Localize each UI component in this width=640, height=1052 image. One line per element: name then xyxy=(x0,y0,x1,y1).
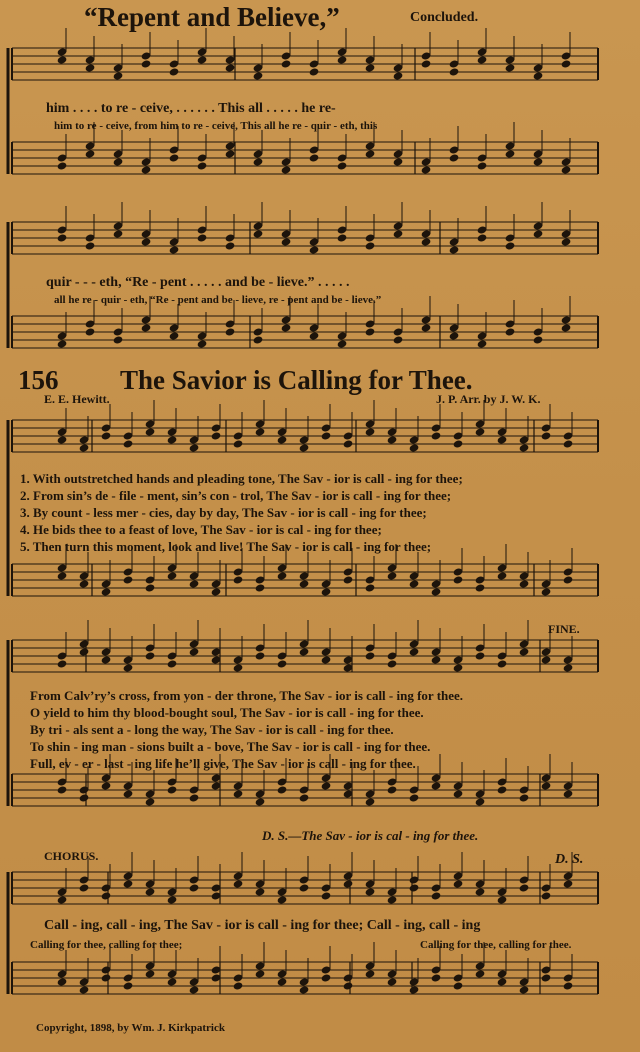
ds-line: D. S.—The Sav - ior is cal - ing for thee. xyxy=(262,828,479,843)
author: E. E. Hewitt. xyxy=(44,392,110,406)
hymn-title: The Savior is Calling for Thee. xyxy=(120,365,473,395)
verse-line: O yield to him thy blood-bought soul, The Sav - ior is call - ing for thee. xyxy=(30,705,424,720)
verse-line: From Calv’ry’s cross, from yon - der throne, The Sav - ior is call - ing for thee. xyxy=(30,688,464,703)
concluded-label: Concluded. xyxy=(410,10,479,25)
lyric-line: him . . . . to re - ceive, . . . . . . This all . . . . . he re- xyxy=(46,101,336,116)
composer: J. P. Arr. by J. W. K. xyxy=(436,392,541,406)
chorus-subline: Calling for thee, calling for thee; xyxy=(30,939,183,951)
verse-line: To shin - ing man - sions built a - bove, The Sav - ior is call - ing for thee. xyxy=(30,739,431,754)
verse-line: By tri - als sent a - long the way, The Sav - ior is call - ing for thee. xyxy=(30,722,394,737)
ds-mark: D. S. xyxy=(555,852,584,867)
verse-line: 3. By count - less mer - cies, day by day, The Sav - ior is call - ing for thee; xyxy=(20,505,427,520)
section-title: “Repent and Believe,” xyxy=(84,2,340,32)
chorus-subline: Calling for thee, calling for thee. xyxy=(420,939,572,951)
verse-line: 2. From sin’s de - file - ment, sin’s con - trol, The Sav - ior is call - ing for thee; xyxy=(20,488,452,503)
verse-line: 4. He bids thee to a feast of love, The Sav - ior is cal - ing for thee; xyxy=(20,522,382,537)
fine-label: FINE. xyxy=(548,622,580,636)
copyright: Copyright, 1898, by Wm. J. Kirkpatrick xyxy=(36,1022,225,1034)
lyric-line: all he re - quir - eth, “Re - pent and be - lieve, re - pent and be - lieve.” xyxy=(54,294,382,306)
verse-line: 5. Then turn this moment, look and live! The Sav - ior is call - ing for thee; xyxy=(20,539,432,554)
chorus-label: CHORUS. xyxy=(44,849,99,863)
lyric-line: him to re - ceive, from him to re - ceive, This all he re - quir - eth, this xyxy=(54,120,378,132)
lyric-line: quir - - - eth, “Re - pent . . . . . and be - lieve.” . . . . . xyxy=(46,275,350,290)
verse-line: Full, ev - er - last - ing life he’ll give, The Sav - ior is call - ing for thee. xyxy=(30,756,416,771)
chorus-line: Call - ing, call - ing, The Sav - ior is call - ing for thee; Call - ing, call - ing xyxy=(44,918,481,933)
hymn-number: 156 xyxy=(18,365,59,395)
verse-line: 1. With outstretched hands and pleading tone, The Sav - ior is call - ing for thee; xyxy=(20,471,463,486)
